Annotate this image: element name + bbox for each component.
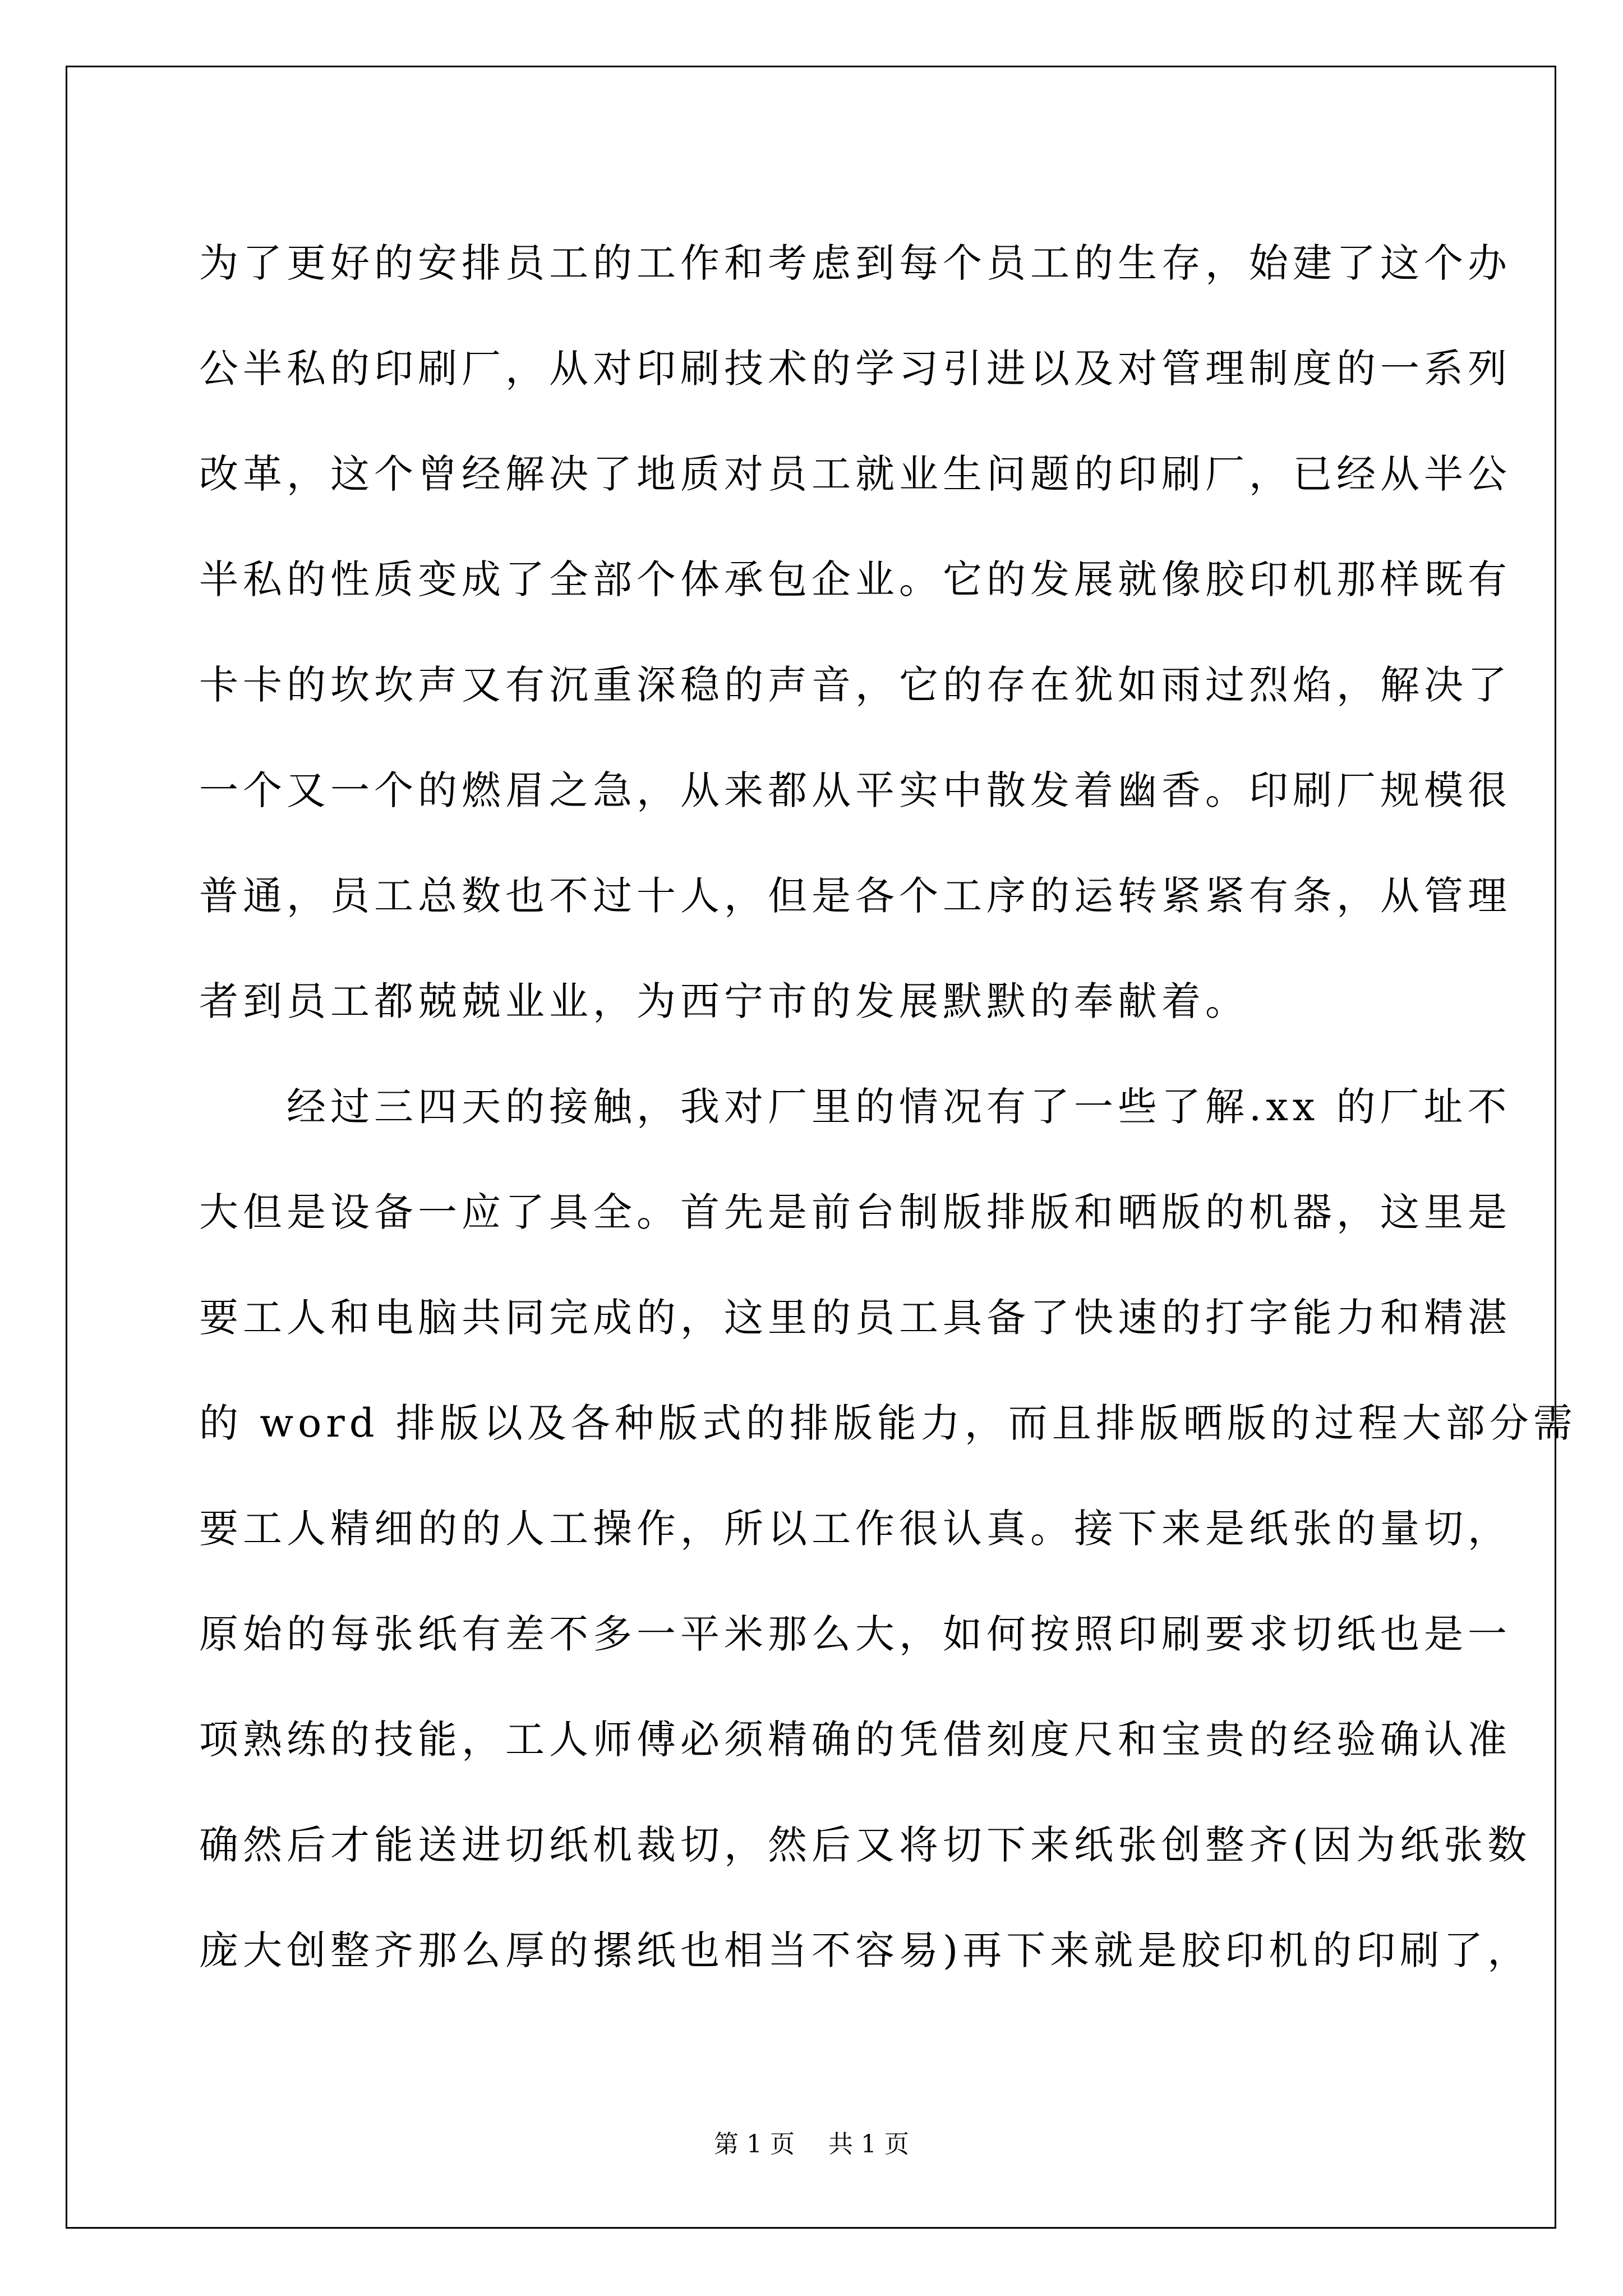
page-number-current: 第 1 页 [714, 2130, 795, 2159]
text-line: 一个又一个的燃眉之急，从来都从平实中散发着幽香。印刷厂规模很 [199, 767, 1511, 813]
text-line: 经过三四天的接触，我对厂里的情况有了一些了解.xx 的厂址不 [199, 1084, 1511, 1130]
text-line: 改革，这个曾经解决了地质对员工就业生问题的印刷厂，已经从半公 [199, 451, 1511, 497]
text-line: 大但是设备一应了具全。首先是前台制版排版和晒版的机器，这里是 [199, 1189, 1511, 1235]
page-footer [0, 2128, 1623, 2161]
text-line: 的 word 排版以及各种版式的排版能力，而且排版晒版的过程大部分需 [199, 1400, 1577, 1446]
page-number-total: 共 1 页 [828, 2130, 909, 2159]
text-line: 普通，员工总数也不过十人，但是各个工序的运转紧紧有条，从管理 [199, 873, 1511, 919]
text-line: 要工人精细的的人工操作，所以工作很认真。接下来是纸张的量切， [199, 1506, 1511, 1552]
text-line: 为了更好的安排员工的工作和考虑到每个员工的生存，始建了这个办 [199, 240, 1511, 286]
text-line: 半私的性质变成了全部个体承包企业。它的发展就像胶印机那样既有 [199, 556, 1511, 602]
text-line: 项熟练的技能，工人师傅必须精确的凭借刻度尺和宝贵的经验确认准 [199, 1717, 1511, 1763]
text-line: 庞大创整齐那么厚的摞纸也相当不容易)再下来就是胶印机的印刷了， [199, 1927, 1532, 1973]
text-line: 原始的每张纸有差不多一平米那么大，如何按照印刷要求切纸也是一 [199, 1611, 1511, 1657]
text-line: 者到员工都兢兢业业，为西宁市的发展默默的奉献着。 [199, 978, 1249, 1024]
text-line: 要工人和电脑共同完成的，这里的员工具备了快速的打字能力和精湛 [199, 1295, 1511, 1341]
text-line: 公半私的印刷厂，从对印刷技术的学习引进以及对管理制度的一系列 [199, 346, 1511, 392]
text-line: 卡卡的坎坎声又有沉重深稳的声音，它的存在犹如雨过烈焰，解决了 [199, 662, 1511, 708]
document-body [199, 210, 1577, 2003]
text-line: 确然后才能送进切纸机裁切，然后又将切下来纸张创整齐(因为纸张数 [199, 1822, 1532, 1868]
